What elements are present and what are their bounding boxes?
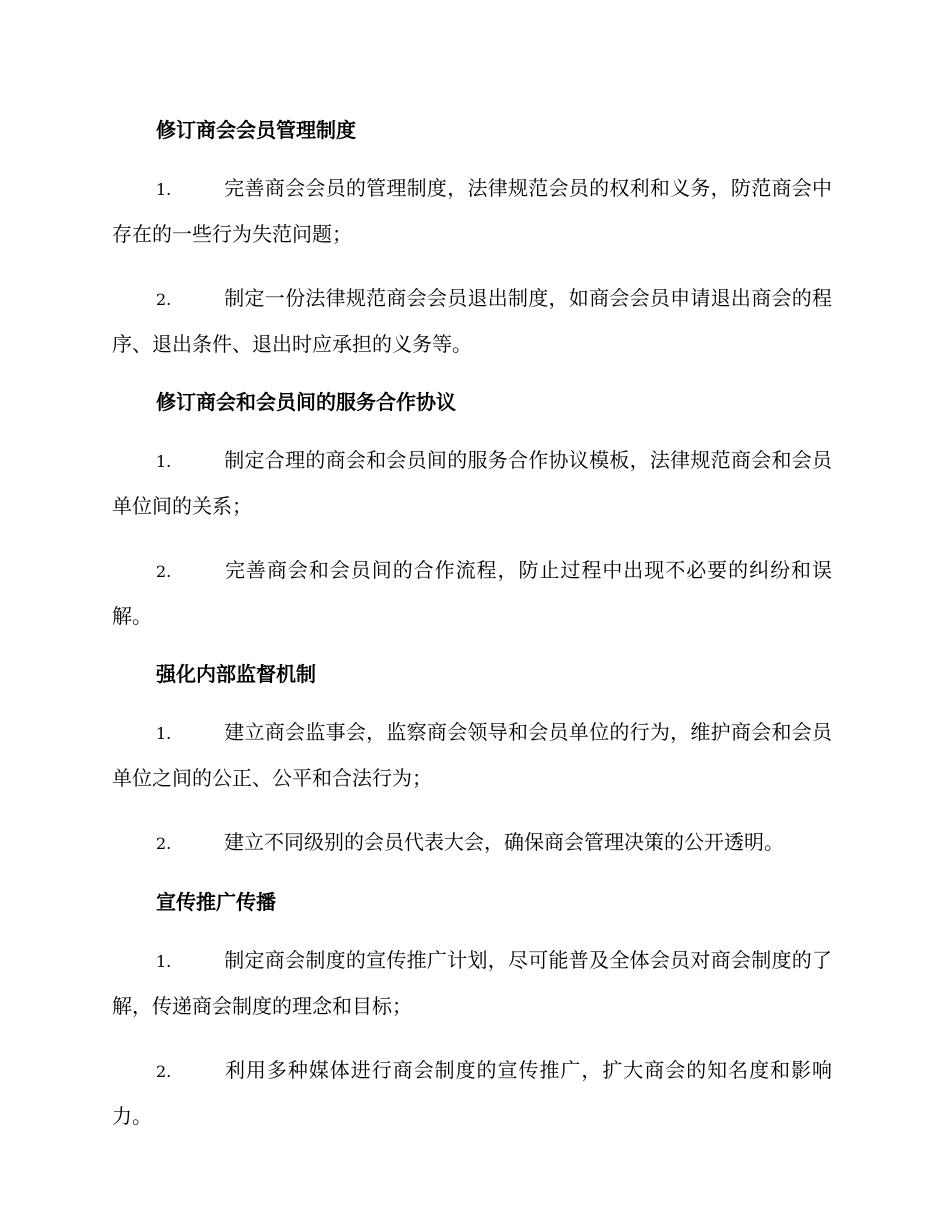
list-text: 制定一份法律规范商会会员退出制度，如商会会员申请退出商会的程序、退出条件、退出时应承担的义务等。 xyxy=(112,286,832,356)
list-number: 2. xyxy=(156,834,172,853)
list-item xyxy=(112,166,832,256)
list-text: 完善商会会员的管理制度，法律规范会员的权利和义务，防范商会中存在的一些行为失范问题； xyxy=(112,176,832,246)
list-item xyxy=(112,276,832,366)
list-text: 利用多种媒体进行商会制度的宣传推广，扩大商会的知名度和影响力。 xyxy=(112,1058,832,1128)
list-number: 1. xyxy=(156,952,172,971)
list-item xyxy=(112,1048,832,1138)
list-item xyxy=(112,438,832,528)
list-number: 2. xyxy=(156,290,172,309)
section-heading: 修订商会会员管理制度 xyxy=(156,118,356,142)
list-item xyxy=(112,820,832,866)
list-item xyxy=(112,710,832,800)
section-member-management xyxy=(112,108,832,366)
list-number: 2. xyxy=(156,562,172,581)
section-heading: 修订商会和会员间的服务合作协议 xyxy=(156,390,456,414)
list-item xyxy=(112,548,832,638)
list-text: 完善商会和会员间的合作流程，防止过程中出现不必要的纠纷和误解。 xyxy=(112,558,832,628)
list-number: 1. xyxy=(156,180,172,199)
list-text: 制定合理的商会和会员间的服务合作协议模板，法律规范商会和会员单位间的关系； xyxy=(112,448,832,518)
list-text: 制定商会制度的宣传推广计划，尽可能普及全体会员对商会制度的了解，传递商会制度的理念和目标； xyxy=(112,948,832,1018)
list-number: 2. xyxy=(156,1062,172,1081)
list-text: 建立不同级别的会员代表大会，确保商会管理决策的公开透明。 xyxy=(224,830,784,854)
section-service-agreement xyxy=(112,380,832,638)
section-heading: 强化内部监督机制 xyxy=(156,662,316,686)
section-internal-supervision xyxy=(112,652,832,866)
section-heading: 宣传推广传播 xyxy=(156,890,276,914)
section-promotion xyxy=(112,880,832,1138)
list-item xyxy=(112,938,832,1028)
list-number: 1. xyxy=(156,724,172,743)
list-number: 1. xyxy=(156,452,172,471)
list-text: 建立商会监事会，监察商会领导和会员单位的行为，维护商会和会员单位之间的公正、公平和合法行为； xyxy=(112,720,832,790)
